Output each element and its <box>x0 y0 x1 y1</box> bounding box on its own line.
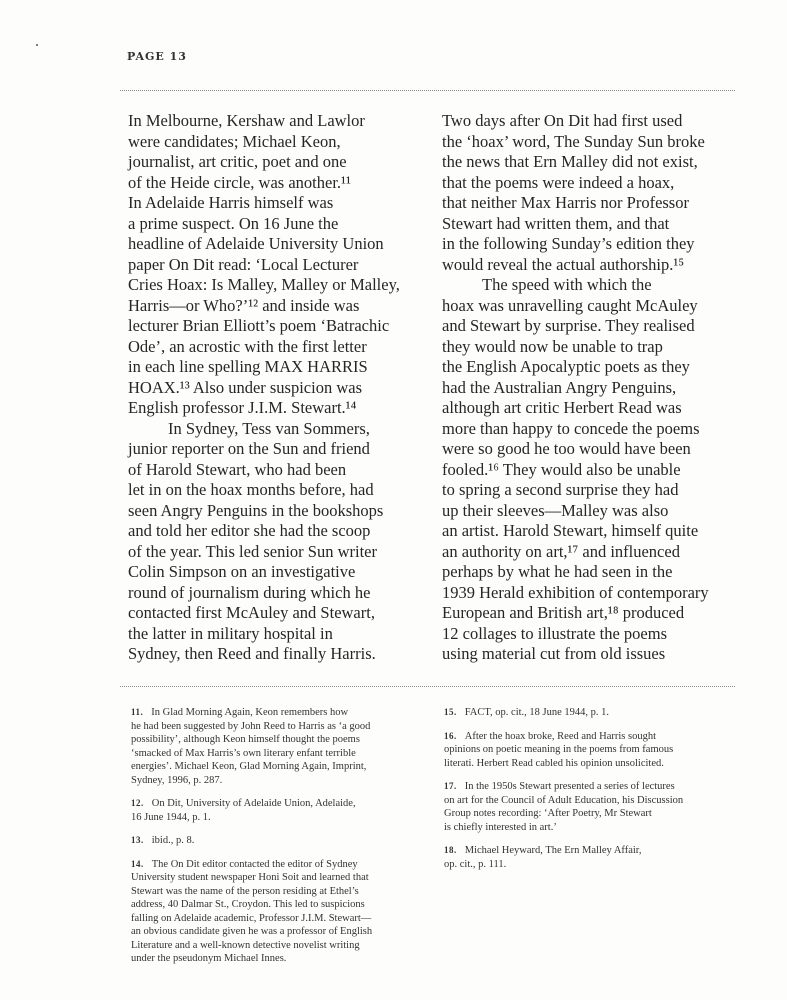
footnote-line: energies’. Michael Keon, Glad Morning Again, Imprint, <box>131 761 367 772</box>
body-line: round of journalism during which he <box>128 582 371 602</box>
footnote-line: address, 40 Dalmar St., Croydon. This led to suspicions <box>131 899 365 910</box>
footnote-line: opinions on poetic meaning in the poems from famous <box>444 744 674 755</box>
footnote-number: 13. <box>131 835 144 845</box>
footnote-number: 12. <box>131 798 144 808</box>
body-line: let in on the hoax months before, had <box>128 480 374 499</box>
body-line: 12 collages to illustrate the poems <box>442 623 667 643</box>
footnote-number: 18. <box>444 845 457 855</box>
footnote-line: 16 June 1944, p. 1. <box>131 811 211 823</box>
body-line: In Sydney, Tess van Sommers, <box>168 418 370 438</box>
body-line: that the poems were indeed a hoax, <box>442 172 675 192</box>
footnote-line: is chiefly interested in art.’ <box>444 821 557 833</box>
footnote-number: 16. <box>444 730 457 741</box>
footnote-line: ibid., p. 8. <box>151 835 195 846</box>
footnote-15 <box>444 706 734 720</box>
body-line: fooled.¹⁶ They would also be unable <box>442 459 681 479</box>
footnote-line: Stewart was the name of the person residing at Ethel’s <box>131 885 359 897</box>
footnote-number: 11. <box>131 707 144 717</box>
footnote-number: 14. <box>131 858 144 869</box>
body-line: 1939 Herald exhibition of contemporary <box>442 582 709 602</box>
footnote-17 <box>444 780 734 834</box>
footnote-number: 17. <box>444 781 457 791</box>
body-line: In Adelaide Harris himself was <box>128 193 334 212</box>
body-line: English professor J.I.M. Stewart.¹⁴ <box>128 398 357 417</box>
body-line: Two days after On Dit had first used <box>442 111 683 130</box>
footnote-number: 15. <box>444 707 457 717</box>
body-line: headline of Adelaide University Union <box>128 234 384 253</box>
body-line: had the Australian Angry Penguins, <box>442 377 677 397</box>
body-line: an artist. Harold Stewart, himself quite <box>442 521 699 540</box>
footnote-line: possibility’, although Keon himself thought the poems <box>131 734 360 745</box>
footnote-line: op. cit., p. 111. <box>444 858 507 870</box>
body-line: HOAX.¹³ Also under suspicion was <box>128 377 363 397</box>
body-line: In Melbourne, Kershaw and Lawlor <box>128 111 365 130</box>
footnote-line: on art for the Council of Adult Education, his Discussion <box>444 794 684 806</box>
body-line: up their sleeves—Malley was also <box>442 500 669 520</box>
footnote-line: under the pseudonym Michael Innes. <box>131 953 287 964</box>
body-line: they would now be unable to trap <box>442 336 663 356</box>
body-line: in each line spelling MAX HARRIS <box>128 357 368 376</box>
footnote-line: In Glad Morning Again, Keon remembers how <box>151 707 349 718</box>
body-line: Stewart had written them, and that <box>442 213 670 233</box>
footnote-13 <box>131 834 421 848</box>
body-line: seen Angry Penguins in the bookshops <box>128 500 384 520</box>
footnote-12 <box>131 797 421 824</box>
body-line: more than happy to concede the poems <box>442 418 700 438</box>
body-line: Harris—or Who?’¹² and inside was <box>128 295 360 315</box>
body-line: would reveal the actual authorship.¹⁵ <box>442 254 685 274</box>
body-line: contacted first McAuley and Stewart, <box>128 603 375 622</box>
body-line: the news that Ern Malley did not exist, <box>442 152 698 171</box>
footnote-14 <box>131 858 421 966</box>
body-line: were candidates; Michael Keon, <box>128 131 341 151</box>
footnote-line: On Dit, University of Adelaide Union, Adelaide, <box>151 798 356 809</box>
body-line: paper On Dit read: ‘Local Lecturer <box>128 254 359 274</box>
body-line: in the following Sunday’s edition they <box>442 234 695 253</box>
footnote-18 <box>444 844 734 871</box>
body-line: European and British art,¹⁸ produced <box>442 603 685 622</box>
body-line: of Harold Stewart, who had been <box>128 459 347 479</box>
body-column-left <box>128 111 428 665</box>
page-number-label: PAGE 13 <box>127 50 187 63</box>
body-line: Ode’, an acrostic with the first letter <box>128 336 367 356</box>
footnotes-column-right <box>444 706 734 881</box>
footnote-line: Michael Heyward, The Ern Malley Affair, <box>464 845 642 856</box>
footnote-line: ‘smacked of Max Harris’s own literary enfant terrible <box>131 747 356 759</box>
footnote-line: FACT, op. cit., 18 June 1944, p. 1. <box>464 707 610 718</box>
body-line: junior reporter on the Sun and friend <box>128 439 370 458</box>
body-line: a prime suspect. On 16 June the <box>128 213 339 233</box>
footnote-line: he had been suggested by John Reed to Harris as ‘a good <box>131 720 371 732</box>
footnote-line: University student newspaper Honi Soit and learned that <box>131 872 369 883</box>
body-line: lecturer Brian Elliott’s poem ‘Batrachic <box>128 316 390 335</box>
body-line: Sydney, then Reed and finally Harris. <box>128 644 376 663</box>
body-line: the ‘hoax’ word, The Sunday Sun broke <box>442 131 705 151</box>
footnote-divider <box>120 686 735 687</box>
footnote-16 <box>444 730 734 771</box>
body-line: an authority on art,¹⁷ and influenced <box>442 541 680 561</box>
body-line: the English Apocalyptic poets as they <box>442 357 690 376</box>
footnote-line: literati. Herbert Read cabled his opinion unsolicited. <box>444 757 664 769</box>
scan-speck <box>36 44 38 46</box>
body-line: the latter in military hospital in <box>128 623 333 643</box>
body-line: Cries Hoax: Is Malley, Malley or Malley, <box>128 275 400 294</box>
body-column-right <box>442 111 742 665</box>
body-line: journalist, art critic, poet and one <box>128 152 347 171</box>
body-line: to spring a second surprise they had <box>442 480 679 499</box>
footnote-line: In the 1950s Stewart presented a series of lectures <box>464 781 675 792</box>
body-line: hoax was unravelling caught McAuley <box>442 295 698 315</box>
body-line: perhaps by what he had seen in the <box>442 562 673 581</box>
body-line: although art critic Herbert Read was <box>442 398 682 417</box>
body-line: using material cut from old issues <box>442 644 666 663</box>
footnote-line: Literature and a well-known detective novelist writing <box>131 939 360 951</box>
top-divider <box>120 90 735 91</box>
body-line: Colin Simpson on an investigative <box>128 562 356 581</box>
footnote-11 <box>131 706 421 787</box>
body-line: of the year. This led senior Sun writer <box>128 541 377 561</box>
footnotes-column-left <box>131 706 421 976</box>
footnote-line: The On Dit editor contacted the editor of Sydney <box>151 858 358 870</box>
footnote-line: falling on Adelaide academic, Professor J.I.M. Stewart— <box>131 912 372 924</box>
body-line: and Stewart by surprise. They realised <box>442 316 695 335</box>
body-line: of the Heide circle, was another.¹¹ <box>128 172 351 192</box>
footnote-line: Group notes recording: ‘After Poetry, Mr Stewart <box>444 808 652 819</box>
footnote-line: an obvious candidate given he was a professor of English <box>131 926 373 937</box>
footnote-line: After the hoax broke, Reed and Harris sought <box>464 730 657 742</box>
footnote-line: Sydney, 1996, p. 287. <box>131 774 223 786</box>
body-line: were so good he too would have been <box>442 439 691 458</box>
body-line: and told her editor she had the scoop <box>128 521 371 540</box>
body-line: The speed with which the <box>482 275 652 294</box>
body-line: that neither Max Harris nor Professor <box>442 193 689 212</box>
